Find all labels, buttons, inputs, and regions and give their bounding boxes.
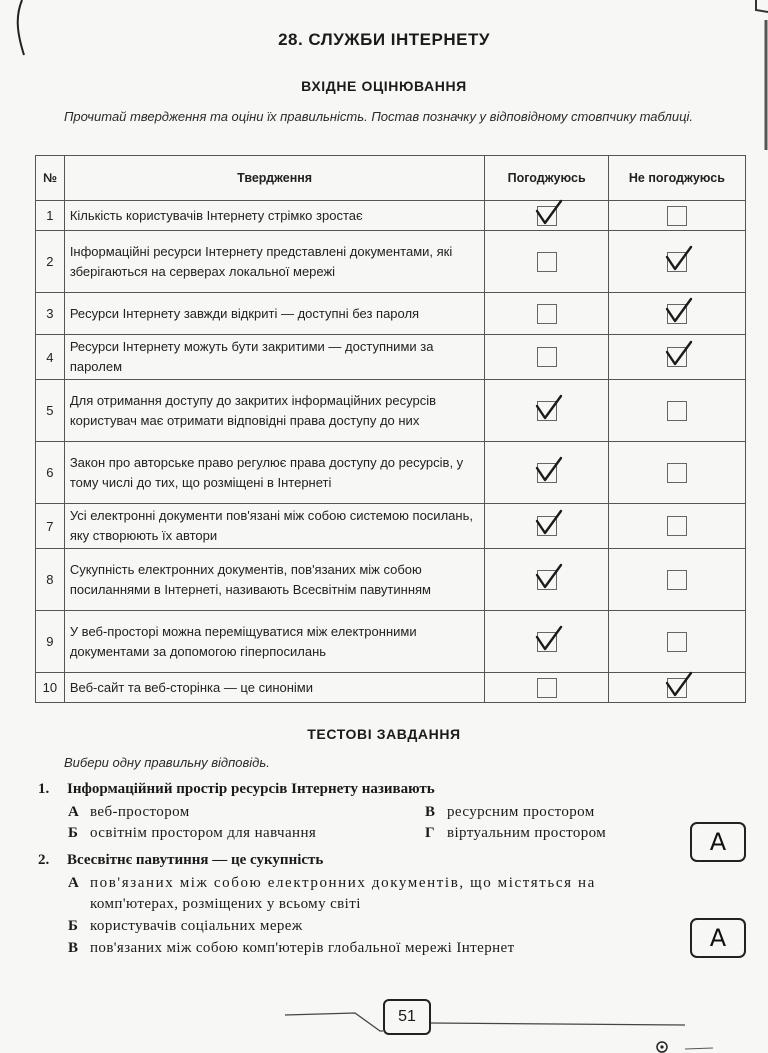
row-disagree-cell	[608, 673, 745, 703]
agree-checkbox[interactable]	[537, 304, 557, 324]
header-statement: Твердження	[64, 156, 485, 201]
checkmark-icon	[665, 297, 693, 325]
question-1-number: 1.	[38, 781, 50, 797]
row-disagree-cell	[608, 293, 745, 335]
question-1-text: Інформаційний простір ресурсів Інтернету називають	[67, 781, 435, 797]
row-agree-cell	[485, 442, 608, 504]
agree-checkbox[interactable]	[537, 516, 557, 536]
row-agree-cell	[485, 201, 608, 231]
row-agree-cell	[485, 673, 608, 703]
q2-option-b: Б користувачів соціальних мереж	[68, 918, 303, 934]
checkmark-icon	[665, 340, 693, 368]
row-disagree-cell	[608, 380, 745, 442]
row-number: 1	[36, 201, 65, 231]
section-title-input-assessment: ВХІДНЕ ОЦІНЮВАННЯ	[301, 78, 467, 94]
question-2-number: 2.	[38, 852, 50, 868]
row-disagree-cell	[608, 504, 745, 549]
disagree-checkbox[interactable]	[667, 304, 687, 324]
header-num: №	[36, 156, 65, 201]
disagree-checkbox[interactable]	[667, 516, 687, 536]
header-disagree: Не погоджуюсь	[608, 156, 745, 201]
q2-option-a: А пов'язаних між собою електронних документів, що містяться на	[68, 875, 596, 891]
table-row	[36, 201, 746, 231]
table-row	[36, 549, 746, 611]
q1-option-g: Г віртуальним простором	[425, 825, 607, 841]
agree-checkbox[interactable]	[537, 678, 557, 698]
row-agree-cell	[485, 549, 608, 611]
row-statement: Для отримання доступу до закритих інформаційних ресурсів користувач має отримати відповідні права доступу до них	[64, 380, 485, 442]
table-row	[36, 673, 746, 703]
corner-mark-icon	[746, 0, 768, 150]
checkmark-icon	[535, 394, 563, 422]
table-row	[36, 504, 746, 549]
row-statement: Ресурси Інтернету завжди відкриті — доступні без пароля	[64, 293, 485, 335]
checkmark-icon	[665, 245, 693, 273]
row-disagree-cell	[608, 335, 745, 380]
row-agree-cell	[485, 380, 608, 442]
row-disagree-cell	[608, 442, 745, 504]
row-agree-cell	[485, 293, 608, 335]
disagree-checkbox[interactable]	[667, 206, 687, 226]
page-title: 28. СЛУЖБИ ІНТЕРНЕТУ	[278, 30, 490, 49]
agree-checkbox[interactable]	[537, 632, 557, 652]
disagree-checkbox[interactable]	[667, 347, 687, 367]
disagree-checkbox[interactable]	[667, 570, 687, 590]
q2-option-a-line2: комп'ютерах, розміщених у всьому світі	[90, 896, 361, 912]
row-number: 2	[36, 231, 65, 293]
row-agree-cell	[485, 231, 608, 293]
row-number: 9	[36, 611, 65, 673]
table-row	[36, 335, 746, 380]
checkmark-icon	[535, 563, 563, 591]
table-row	[36, 231, 746, 293]
row-disagree-cell	[608, 549, 745, 611]
row-statement: Веб-сайт та веб-сторінка — це синоніми	[64, 673, 485, 703]
tests-instruction: Вибери одну правильну відповідь.	[64, 755, 270, 770]
row-disagree-cell	[608, 611, 745, 673]
row-number: 10	[36, 673, 65, 703]
row-number: 3	[36, 293, 65, 335]
row-statement: Інформаційні ресурси Інтернету представлені документами, які зберігаються на серверах локальної мережі	[64, 231, 485, 293]
footer-ornament-icon	[285, 1005, 685, 1035]
agree-checkbox[interactable]	[537, 206, 557, 226]
table-row	[36, 380, 746, 442]
table-row	[36, 293, 746, 335]
row-disagree-cell	[608, 201, 745, 231]
q1-answer-box[interactable]: А	[690, 822, 746, 862]
statements-table	[35, 155, 746, 703]
corner-target-icon	[655, 1040, 715, 1053]
disagree-checkbox[interactable]	[667, 252, 687, 272]
header-agree: Погоджуюсь	[485, 156, 608, 201]
checkmark-icon	[535, 456, 563, 484]
q1-option-a: А веб-простором	[68, 804, 190, 820]
table-header-row	[36, 156, 746, 201]
q1-option-v: В ресурсним простором	[425, 804, 595, 820]
row-number: 5	[36, 380, 65, 442]
agree-checkbox[interactable]	[537, 570, 557, 590]
question-2-text: Всесвітнє павутиння — це сукупність	[67, 852, 324, 868]
row-statement: Кількість користувачів Інтернету стрімко зростає	[64, 201, 485, 231]
row-statement: Усі електронні документи пов'язані між собою системою посилань, яку створюють їх автори	[64, 504, 485, 549]
table-row	[36, 611, 746, 673]
row-agree-cell	[485, 504, 608, 549]
checkmark-icon	[535, 509, 563, 537]
row-statement: Сукупність електронних документів, пов'язаних між собою посиланнями в Інтернеті, називають Всесвітнім павутинням	[64, 549, 485, 611]
section-title-tests: ТЕСТОВІ ЗАВДАННЯ	[307, 726, 461, 742]
row-number: 6	[36, 442, 65, 504]
row-agree-cell	[485, 611, 608, 673]
disagree-checkbox[interactable]	[667, 463, 687, 483]
row-number: 4	[36, 335, 65, 380]
row-agree-cell	[485, 335, 608, 380]
row-statement: Ресурси Інтернету можуть бути закритими — доступними за паролем	[64, 335, 485, 380]
row-number: 8	[36, 549, 65, 611]
disagree-checkbox[interactable]	[667, 678, 687, 698]
row-statement: Закон про авторське право регулює права доступу до ресурсів, у тому числі до тих, що розміщені в Інтернеті	[64, 442, 485, 504]
checkmark-icon	[665, 671, 693, 699]
question-1	[38, 781, 435, 798]
q2-option-v: В пов'язаних між собою комп'ютерів глобальної мережі Інтернет	[68, 940, 515, 956]
q1-option-b: Б освітнім простором для навчання	[68, 825, 317, 841]
row-disagree-cell	[608, 231, 745, 293]
agree-checkbox[interactable]	[537, 252, 557, 272]
question-2	[38, 852, 323, 869]
row-number: 7	[36, 504, 65, 549]
agree-checkbox[interactable]	[537, 401, 557, 421]
page-number: 51	[383, 999, 431, 1035]
table-row	[36, 442, 746, 504]
disagree-checkbox[interactable]	[667, 401, 687, 421]
row-statement: У веб-просторі можна переміщуватися між електронними документами за допомогою гіперпосилань	[64, 611, 485, 673]
disagree-checkbox[interactable]	[667, 632, 687, 652]
checkmark-icon	[535, 199, 563, 227]
q2-answer-box[interactable]: А	[690, 918, 746, 958]
agree-checkbox[interactable]	[537, 347, 557, 367]
table-instruction: Прочитай твердження та оціни їх правильність. Постав позначку у відповідному стовпчику таблиці.	[64, 109, 694, 124]
checkmark-icon	[535, 625, 563, 653]
agree-checkbox[interactable]	[537, 463, 557, 483]
